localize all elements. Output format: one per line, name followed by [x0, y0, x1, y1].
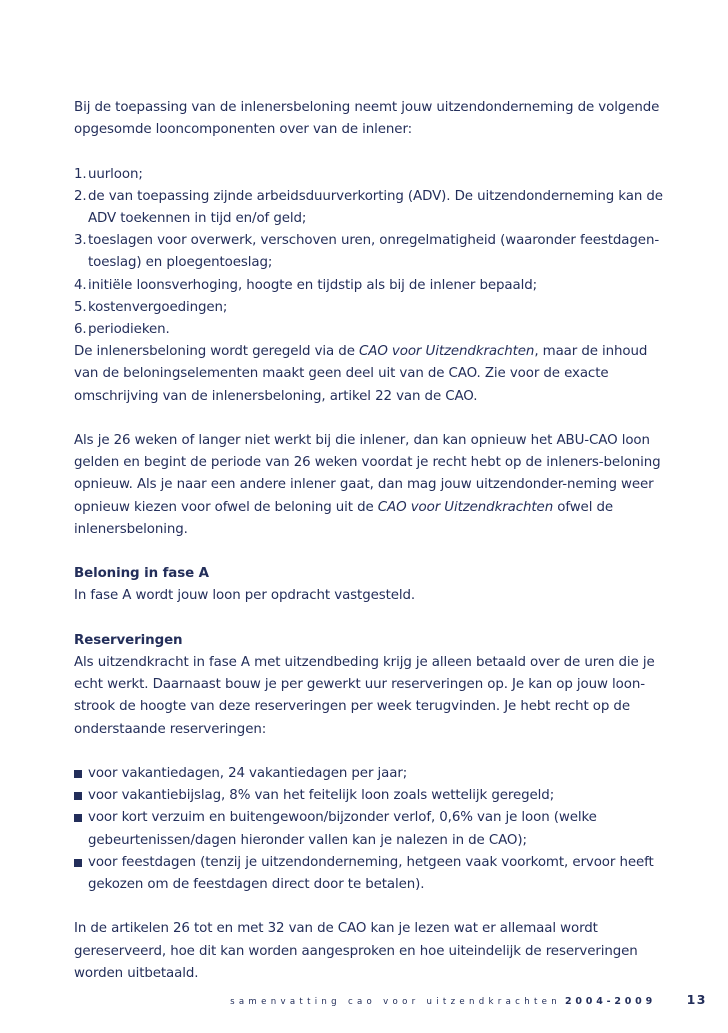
- square-bullet-icon: [74, 792, 82, 800]
- list-item: [74, 297, 664, 319]
- list-item: [74, 275, 664, 297]
- list-item-text: voor vakantiebijslag, 8% van het feitelijk loon zoals wettelijk geregeld;: [88, 788, 555, 804]
- paragraph-text: Als je 26 weken of langer niet werkt bij die inlener, dan kan opnieuw het ABU-CAO loon gelden en begint de periode van 26 weken voordat je recht hebt op de inleners-beloning opnieuw. Als je naar een andere inlener gaat, dan mag jouw uitzendonder-neming weer opnieuw kiezen voor ofwel de beloning uit de: [74, 433, 661, 515]
- reserveringen-list: [74, 763, 664, 896]
- section-heading-reserveringen: Reserveringen: [74, 632, 183, 648]
- paragraph-text: ofwel de inlenersbeloning.: [74, 499, 614, 537]
- list-item-text: uurloon;: [88, 166, 143, 182]
- list-item-text: de van toepassing zijnde arbeidsduurverkorting (ADV). De uitzendonderneming kan de ADV toekennen in tijd en/of geld;: [88, 188, 663, 226]
- square-bullet-icon: [74, 859, 82, 867]
- page-body: [74, 97, 664, 985]
- list-item-text: voor kort verzuim en buitengewoon/bijzonder verlof, 0,6% van je loon (welke gebeurtenissen/dagen hieronder vallen kan je nalezen in de CAO);: [88, 810, 597, 848]
- list-item: [74, 319, 664, 341]
- list-item-text: initiële loonsverhoging, hoogte en tijdstip als bij de inlener bepaald;: [88, 277, 538, 293]
- list-item: [74, 763, 664, 785]
- reserveringen-paragraph: Als uitzendkracht in fase A met uitzendbeding krijg je alleen betaald over de uren die je echt werkt. Daarnaast bouw je per gewerkt uur reserveringen op. Je kan op jouw loon-strook de hoogte van deze reserveringen per week terugvinden. Je hebt recht op de onderstaande reserveringen:: [74, 655, 655, 737]
- list-number: 2.: [74, 188, 87, 204]
- square-bullet-icon: [74, 814, 82, 822]
- list-item: [74, 852, 664, 896]
- list-number: 3.: [74, 233, 87, 249]
- page-number: 13: [686, 992, 707, 1007]
- list-item-text: voor vakantiedagen, 24 vakantiedagen per jaar;: [88, 766, 408, 782]
- paragraph-text: , maar de inhoud van de beloningselementen maakt geen deel uit van de CAO. Zie voor de exacte omschrijving van de inlenersbeloning, artikel 22 van de CAO.: [74, 344, 648, 404]
- fase-a-paragraph: In fase A wordt jouw loon per opdracht vastgesteld.: [74, 588, 416, 604]
- cao-title-emphasis: CAO voor Uitzendkrachten: [377, 499, 554, 515]
- closing-paragraph: In de artikelen 26 tot en met 32 van de CAO kan je lezen wat er allemaal wordt gereserveerd, hoe dit kan worden aangesproken en hoe uiteindelijk de reserveringen worden uitbetaald.: [74, 921, 638, 981]
- intro-paragraph: Bij de toepassing van de inlenersbeloning neemt jouw uitzendonderneming de volgende opgesomde looncomponenten over van de inlener:: [74, 100, 660, 138]
- weeks-paragraph: [74, 430, 664, 541]
- list-item-text: toeslagen voor overwerk, verschoven uren, onregelmatigheid (waaronder feestdagen-toeslag) en ploegentoeslag;: [88, 233, 660, 271]
- list-number: 1.: [74, 166, 87, 182]
- list-number: 5.: [74, 299, 87, 315]
- list-number: 6.: [74, 322, 87, 338]
- footer-years: 2004-2009: [564, 996, 656, 1007]
- running-title: samenvatting cao voor uitzendkrachten: [230, 997, 561, 1007]
- list-item: [74, 230, 664, 274]
- list-item-text: periodieken.: [88, 322, 170, 338]
- list-item-text: voor feestdagen (tenzij je uitzendonderneming, hetgeen vaak voorkomt, ervoor heeft gekozen om de feestdagen direct door te betalen).: [88, 854, 654, 893]
- paragraph-text: De inlenersbeloning wordt geregeld via de: [74, 344, 360, 360]
- running-footer: [230, 996, 656, 1007]
- section-heading-fase-a: Beloning in fase A: [74, 566, 209, 582]
- list-item: [74, 164, 664, 186]
- list-number: 4.: [74, 277, 87, 293]
- inlenersbeloning-paragraph: [74, 341, 664, 408]
- square-bullet-icon: [74, 770, 82, 778]
- component-list: [74, 164, 664, 342]
- list-item: [74, 785, 664, 807]
- list-item: [74, 807, 664, 851]
- page-footer: [0, 992, 728, 1012]
- cao-title-emphasis: CAO voor Uitzendkrachten: [359, 344, 535, 360]
- list-item: [74, 186, 664, 230]
- list-item-text: kostenvergoedingen;: [88, 299, 228, 315]
